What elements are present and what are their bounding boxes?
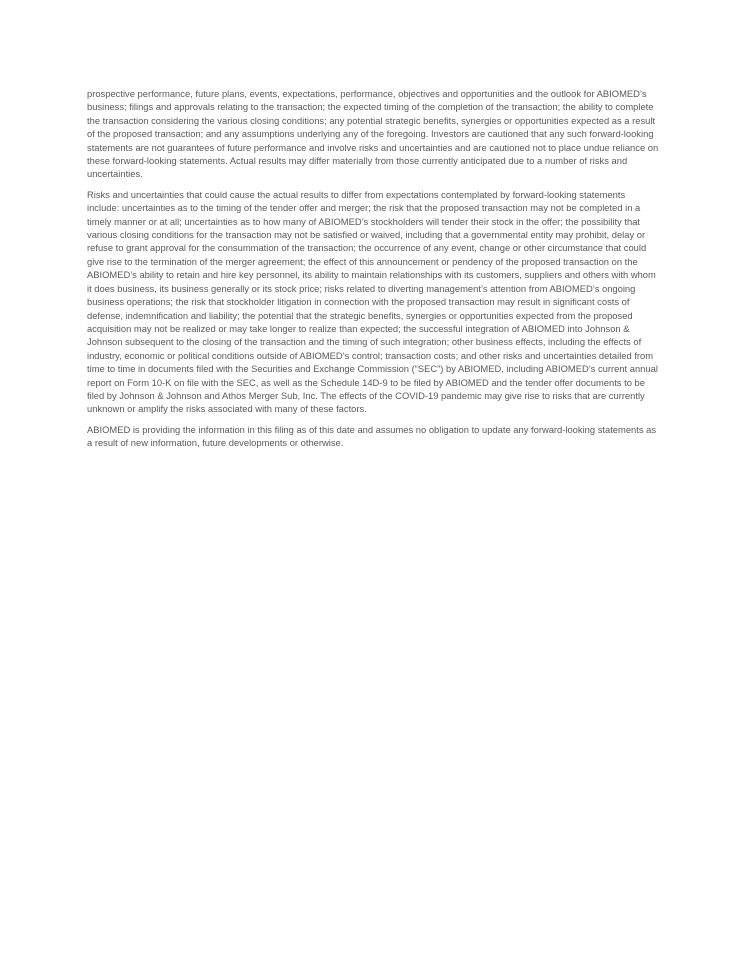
paragraph-forward-looking-continued: prospective performance, future plans, events, expectations, performance, objectives and opportunities and the outlook for ABIOMED’s business; filings and approvals relating to the transaction; the expected timing of the completion of the transaction; the ability to complete the transaction considering the various closing conditions; any potential strategic benefits, synergies or opportunities expected as a result of the proposed transaction; and any assumptions underlying any of the foregoing. Investors are cautioned that any such forward-looking statements are not guarantees of future performance and involve risks and uncertainties and are cautioned not to place undue reliance on these forward-looking statements. Actual results may differ materially from those currently anticipated due to a number of risks and uncertainties. [87,88,659,180]
document-body [87,87,659,457]
paragraph-risks-and-uncertainties: Risks and uncertainties that could cause the actual results to differ from expectations contemplated by forward-looking statements include: uncertainties as to the timing of the tender offer and merger; the risk that the proposed transaction may not be completed in a timely manner or at all; uncertainties as to how many of ABIOMED’s stockholders will tender their stock in the offer; the possibility that various closing conditions for the transaction may not be satisfied or waived, including that a governmental entity may prohibit, delay or refuse to grant approval for the consummation of the transaction; the occurrence of any event, change or other circumstance that could give rise to the termination of the merger agreement; the effect of this announcement or pendency of the proposed transaction on the ABIOMED’s ability to retain and hire key personnel, its ability to maintain relationships with its customers, suppliers and others with whom it does business, its business generally or its stock price; risks related to diverting management’s attention from ABIOMED’s ongoing business operations; the risk that stockholder litigation in connection with the proposed transaction may result in significant costs of defense, indemnification and liability; the potential that the strategic benefits, synergies or opportunities expected from the proposed acquisition may not be realized or may take longer to realize than expected; the successful integration of ABIOMED into Johnson & Johnson subsequent to the closing of the transaction and the timing of such integration; other business effects, including the effects of industry, economic or political conditions outside of ABIOMED’s control; transaction costs; and other risks and uncertainties detailed from time to time in documents filed with the Securities and Exchange Commission (“SEC”) by ABIOMED, including ABIOMED’s current annual report on Form 10-K on file with the SEC, as well as the Schedule 14D-9 to be filed by ABIOMED and the tender offer documents to be filed by Johnson & Johnson and Athos Merger Sub, Inc. The effects of the COVID-19 pandemic may give rise to risks that are currently unknown or amplify the risks associated with many of these factors. [87,188,658,415]
paragraph-no-obligation: ABIOMED is providing the information in this filing as of this date and assumes no obligation to update any forward-looking statements as a result of new information, future developments or otherwise. [87,423,657,449]
